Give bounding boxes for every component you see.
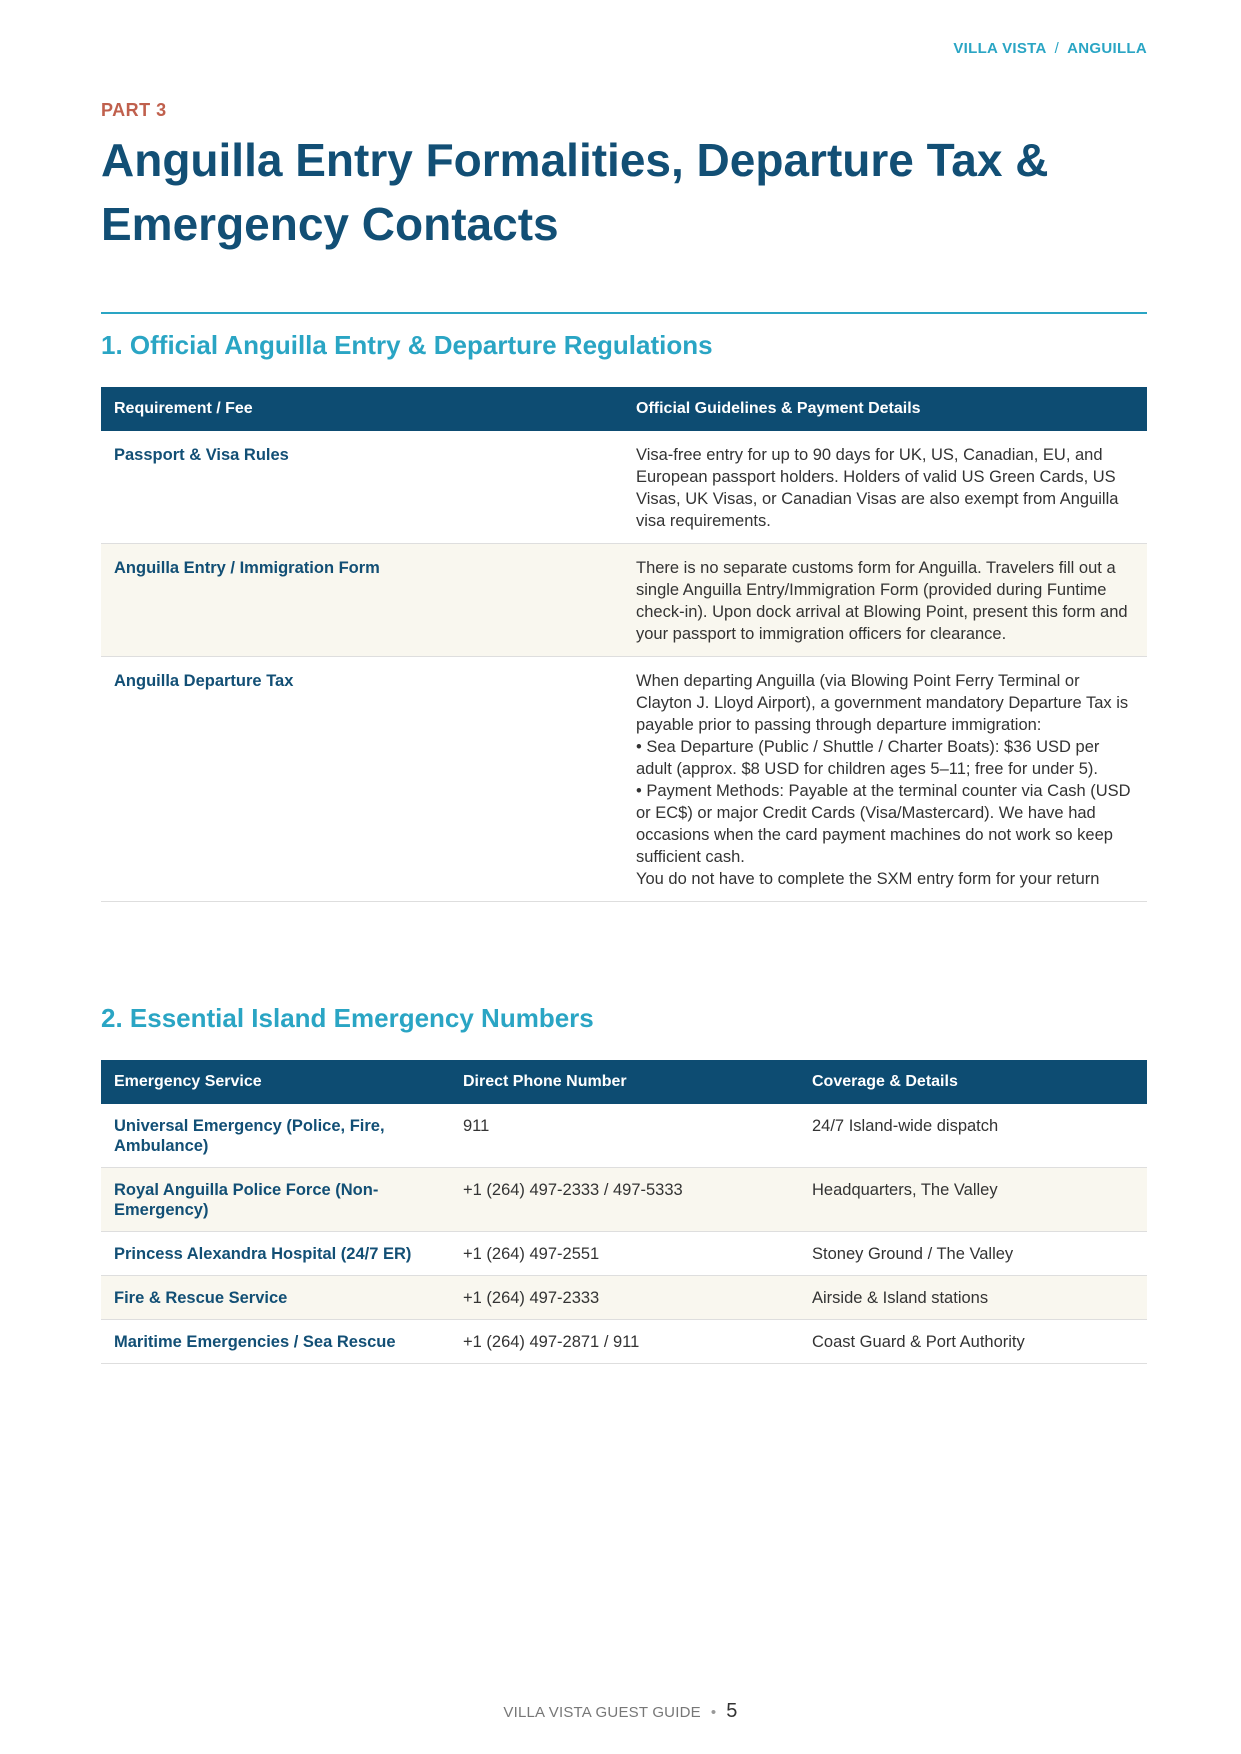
emergency-numbers-table bbox=[101, 1060, 1147, 1364]
phone-number: +1 (264) 497-2333 bbox=[450, 1276, 799, 1320]
page-number: 5 bbox=[726, 1700, 738, 1722]
requirement-details: When departing Anguilla (via Blowing Point Ferry Terminal or Clayton J. Lloyd Airport), a government mandatory Departure Tax is payable prior to passing through departure immigration: • Sea Departure (Public / Shuttle / Charter Boats): $36 USD per adult (approx. $8 USD for children ages 5–11; free for under 5). • Payment Methods: Payable at the terminal counter via Cash (USD or EC$) or major Credit Cards (Visa/Mastercard). We have had occasions when the card payment machines do not work so keep sufficient cash. You do not have to complete the SXM entry form for your return bbox=[623, 657, 1147, 902]
column-header-coverage: Coverage & Details bbox=[799, 1060, 1147, 1104]
section-2-title: 2. Essential Island Emergency Numbers bbox=[101, 1003, 594, 1033]
table-row bbox=[101, 1276, 1147, 1320]
phone-number: 911 bbox=[450, 1104, 799, 1168]
table-row bbox=[101, 657, 1147, 902]
part-label: PART 3 bbox=[101, 100, 167, 120]
table-row bbox=[101, 1104, 1147, 1168]
title-divider bbox=[101, 312, 1147, 314]
requirement-label: Anguilla Entry / Immigration Form bbox=[101, 544, 623, 657]
service-name: Fire & Rescue Service bbox=[101, 1276, 450, 1320]
table-header-row bbox=[101, 1060, 1147, 1104]
service-name: Maritime Emergencies / Sea Rescue bbox=[101, 1320, 450, 1364]
requirement-label: Anguilla Departure Tax bbox=[101, 657, 623, 902]
coverage-details: 24/7 Island-wide dispatch bbox=[799, 1104, 1147, 1168]
table-row bbox=[101, 431, 1147, 544]
header-brand: VILLA VISTA bbox=[953, 40, 1047, 57]
coverage-details: Coast Guard & Port Authority bbox=[799, 1320, 1147, 1364]
column-header-phone: Direct Phone Number bbox=[450, 1060, 799, 1104]
phone-number: +1 (264) 497-2871 / 911 bbox=[450, 1320, 799, 1364]
page-title: Anguilla Entry Formalities, Departure Tax & Emergency Contacts bbox=[101, 134, 1049, 250]
table-header-row bbox=[101, 387, 1147, 431]
phone-number: +1 (264) 497-2333 / 497-5333 bbox=[450, 1168, 799, 1232]
service-name: Universal Emergency (Police, Fire, Ambulance) bbox=[101, 1104, 450, 1168]
entry-regulations-table bbox=[101, 387, 1147, 902]
table-row bbox=[101, 1168, 1147, 1232]
phone-number: +1 (264) 497-2551 bbox=[450, 1232, 799, 1276]
requirement-details: There is no separate customs form for Anguilla. Travelers fill out a single Anguilla Entry/Immigration Form (provided during Funtime check-in). Upon dock arrival at Blowing Point, present this form and your passport to immigration officers for clearance. bbox=[623, 544, 1147, 657]
section-1-title: 1. Official Anguilla Entry & Departure Regulations bbox=[101, 330, 713, 360]
requirement-details: Visa-free entry for up to 90 days for UK, US, Canadian, EU, and European passport holders. Holders of valid US Green Cards, US Visas, UK Visas, or Canadian Visas are also exempt from Anguilla visa requirements. bbox=[623, 431, 1147, 544]
service-name: Princess Alexandra Hospital (24/7 ER) bbox=[101, 1232, 450, 1276]
column-header-service: Emergency Service bbox=[101, 1060, 450, 1104]
running-header bbox=[953, 40, 1147, 57]
column-header-requirement: Requirement / Fee bbox=[101, 387, 623, 431]
header-location: ANGUILLA bbox=[1067, 40, 1147, 57]
header-separator: / bbox=[1054, 40, 1060, 57]
column-header-guidelines: Official Guidelines & Payment Details bbox=[623, 387, 1147, 431]
footer-guide-name: VILLA VISTA GUEST GUIDE bbox=[503, 1704, 701, 1721]
footer-bullet: • bbox=[710, 1704, 717, 1721]
coverage-details: Stoney Ground / The Valley bbox=[799, 1232, 1147, 1276]
service-name: Royal Anguilla Police Force (Non-Emergency) bbox=[101, 1168, 450, 1232]
requirement-label: Passport & Visa Rules bbox=[101, 431, 623, 544]
table-row bbox=[101, 1232, 1147, 1276]
page-footer bbox=[0, 1700, 1241, 1723]
coverage-details: Headquarters, The Valley bbox=[799, 1168, 1147, 1232]
table-row bbox=[101, 1320, 1147, 1364]
coverage-details: Airside & Island stations bbox=[799, 1276, 1147, 1320]
table-row bbox=[101, 544, 1147, 657]
